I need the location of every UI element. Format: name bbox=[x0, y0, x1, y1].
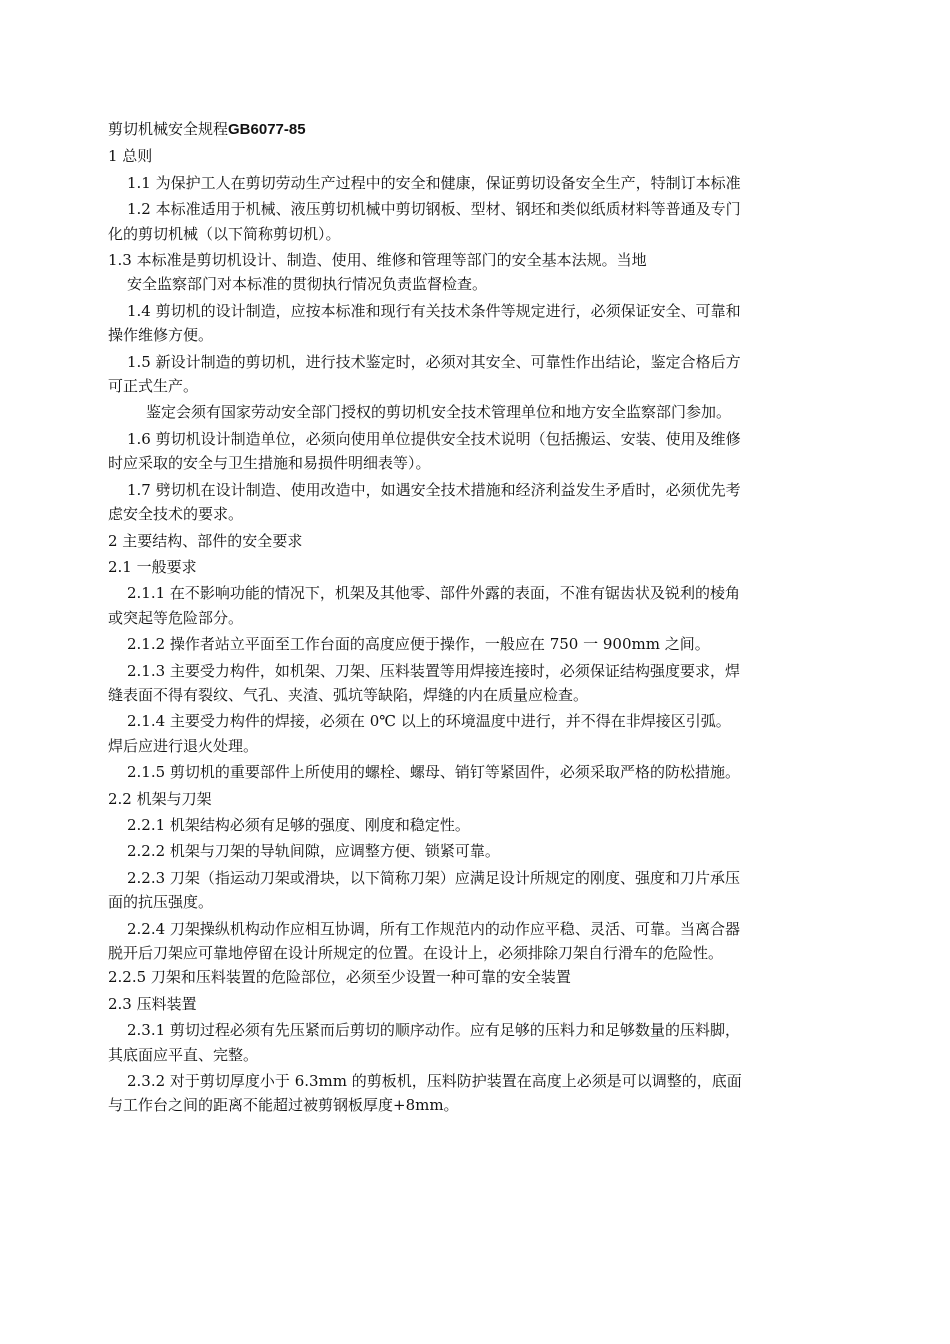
clause-2-2-1: 2.2.1 机架结构必须有足够的强度、刚度和稳定性。 bbox=[127, 815, 470, 834]
document-title-text: 剪切机械安全规程 bbox=[108, 120, 229, 138]
clause-2-2-2: 2.2.2 机架与刀架的导轨间隙，应调整方便、锁紧可靠。 bbox=[127, 842, 500, 861]
document-body bbox=[108, 117, 744, 1118]
clause-2-3-1: 2.3.1 剪切过程必须有先压紧而后剪切的顺序动作。应有足够的压料力和足够数量的压料脚，其底面应平直、完整。 bbox=[108, 1021, 740, 1064]
clause-1-3-line-2: 安全监察部门对本标准的贯彻执行情况负责监督检查。 bbox=[127, 275, 488, 294]
document-title bbox=[108, 117, 744, 142]
clause-1-3 bbox=[108, 248, 744, 297]
clause-1-7: 1.7 劈切机在设计制造、使用改造中，如遇安全技术措施和经济利益发生矛盾时，必须优先考虑安全技术的要求。 bbox=[108, 480, 741, 524]
clause-2-1-5: 2.1.5 剪切机的重要部件上所使用的螺栓、螺母、销钉等紧固件，必须采取严格的防松措施。 bbox=[127, 763, 740, 782]
clause-1-6: 1.6 剪切机设计制造单位，必须向使用单位提供安全技术说明（包括搬运、安装、使用及维修时应采取的安全与卫生措施和易损件明细表等）。 bbox=[108, 429, 741, 473]
clause-1-1: 1.1 为保护工人在剪切劳动生产过程中的安全和健康，保证剪切设备安全生产，特制订本标准 bbox=[127, 173, 741, 192]
clause-1-4: 1.4 剪切机的设计制造，应按本标准和现行有关技术条件等规定进行，必须保证安全、可靠和操作维修方便。 bbox=[108, 301, 741, 345]
section-heading-2: 2 主要结构、部件的安全要求 bbox=[108, 531, 303, 550]
clause-2-1-4: 2.1.4 主要受力构件的焊接，必须在 0℃ 以上的环境温度中进行，并不得在非焊接区引弧。焊后应进行退火处理。 bbox=[108, 712, 731, 755]
clause-2-1-1: 2.1.1 在不影响功能的情况下，机架及其他零、部件外露的表面，不准有锯齿状及锐利的棱角或突起等危险部分。 bbox=[108, 584, 740, 627]
subsection-heading-2-1: 2.1 一般要求 bbox=[108, 557, 197, 576]
clause-2-2-4: 2.2.4 刀架操纵机构动作应相互协调，所有工作规范内的动作应平稳、灵活、可靠。当离合器脱开后刀架应可靠地停留在设计所规定的位置。在设计上，必须排除刀架自行滑车的危险性。2.2.5 刀架和压料装置的危险部位，必须至少设置一种可靠的安全装置 bbox=[108, 919, 740, 987]
subsection-heading-2-3: 2.3 压料装置 bbox=[108, 994, 197, 1013]
clause-2-1-3: 2.1.3 主要受力构件，如机架、刀架、压料装置等用焊接连接时，必须保证结构强度要求，焊缝表面不得有裂纹、气孔、夹渣、弧坑等缺陷，焊缝的内在质量应检查。 bbox=[108, 661, 740, 704]
clause-1-5: 1.5 新设计制造的剪切机，进行技术鉴定时，必须对其安全、可靠性作出结论，鉴定合格后方可正式生产。 bbox=[108, 352, 741, 396]
clause-2-1-2: 2.1.2 操作者站立平面至工作台面的高度应便于操作，一般应在 750 一 900mm 之间。 bbox=[127, 635, 710, 654]
standard-code: GB6077-85 bbox=[228, 121, 306, 138]
clause-2-2-3: 2.2.3 刀架（指运动刀架或滑块，以下简称刀架）应满足设计所规定的刚度、强度和刀片承压面的抗压强度。 bbox=[108, 868, 740, 912]
section-heading-1: 1 总则 bbox=[108, 147, 153, 166]
clause-1-2: 1.2 本标准适用于机械、液压剪切机械中剪切钢板、型材、钢坯和类似纸质材料等普通及专门化的剪切机械（以下简称剪切机）。 bbox=[108, 200, 741, 243]
clause-1-3-line-1: 1.3 本标准是剪切机设计、制造、使用、维修和管理等部门的安全基本法规。当地 bbox=[108, 251, 647, 270]
subsection-heading-2-2: 2.2 机架与刀架 bbox=[108, 789, 212, 808]
clause-2-3-2: 2.3.2 对于剪切厚度小于 6.3mm 的剪板机，压料防护装置在高度上必须是可以调整的，底面与工作台之间的距离不能超过被剪钢板厚度+8mm。 bbox=[108, 1072, 742, 1115]
clause-1-5-note: 鉴定会须有国家劳动安全部门授权的剪切机安全技术管理单位和地方安全监察部门参加。 bbox=[146, 403, 732, 422]
